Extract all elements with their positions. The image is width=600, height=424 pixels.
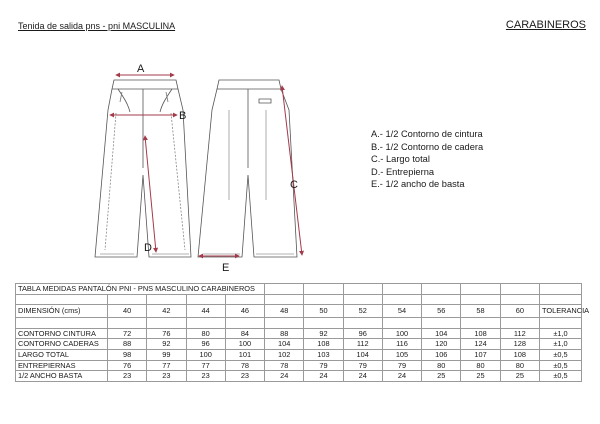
value-cell: 77 bbox=[186, 360, 225, 371]
size-cell: 48 bbox=[265, 305, 304, 318]
value-cell: 78 bbox=[225, 360, 264, 371]
value-cell: 100 bbox=[186, 349, 225, 360]
tolerance-cell: ±1,0 bbox=[540, 339, 582, 350]
value-cell: 24 bbox=[343, 371, 382, 382]
size-cell: 46 bbox=[225, 305, 264, 318]
value-cell: 25 bbox=[422, 371, 461, 382]
value-cell: 25 bbox=[461, 371, 500, 382]
row-label: LARGO TOTAL bbox=[16, 349, 108, 360]
pants-back-view bbox=[198, 80, 297, 257]
value-cell: 77 bbox=[147, 360, 186, 371]
size-cell: 44 bbox=[186, 305, 225, 318]
legend-item: B.- 1/2 Contorno de cadera bbox=[371, 141, 484, 152]
tolerance-cell: ±0,5 bbox=[540, 371, 582, 382]
value-cell: 104 bbox=[265, 339, 304, 350]
label-b: B bbox=[179, 110, 187, 122]
tolerance-cell: ±0,5 bbox=[540, 360, 582, 371]
value-cell: 88 bbox=[108, 339, 147, 350]
value-cell: 80 bbox=[461, 360, 500, 371]
size-cell: 58 bbox=[461, 305, 500, 318]
label-a: A bbox=[137, 63, 145, 75]
value-cell: 24 bbox=[382, 371, 421, 382]
label-d: D bbox=[144, 242, 152, 254]
table-row bbox=[16, 339, 582, 350]
value-cell: 80 bbox=[186, 328, 225, 339]
value-cell: 108 bbox=[461, 328, 500, 339]
value-cell: 128 bbox=[500, 339, 539, 350]
value-cell: 112 bbox=[500, 328, 539, 339]
value-cell: 104 bbox=[343, 349, 382, 360]
size-table bbox=[15, 283, 590, 382]
value-cell: 80 bbox=[500, 360, 539, 371]
legend-item: A.- 1/2 Contorno de cintura bbox=[371, 129, 483, 139]
size-cell: 56 bbox=[422, 305, 461, 318]
value-cell: 100 bbox=[382, 328, 421, 339]
value-cell: 92 bbox=[147, 339, 186, 350]
value-cell: 116 bbox=[382, 339, 421, 350]
size-header-row bbox=[16, 305, 582, 318]
document-title: Tenida de salida pns - pni MASCULINA bbox=[18, 21, 176, 31]
brand-title: CARABINEROS bbox=[505, 19, 586, 31]
value-cell: 107 bbox=[461, 349, 500, 360]
pants-front-view bbox=[95, 80, 191, 257]
table-row bbox=[16, 328, 582, 339]
value-cell: 25 bbox=[500, 371, 539, 382]
value-cell: 76 bbox=[108, 360, 147, 371]
value-cell: 23 bbox=[225, 371, 264, 382]
table-row bbox=[16, 360, 582, 371]
value-cell: 24 bbox=[304, 371, 343, 382]
arrow-d bbox=[145, 136, 156, 252]
size-cell: 52 bbox=[343, 305, 382, 318]
label-c: C bbox=[290, 179, 298, 191]
legend-item: C.- Largo total bbox=[371, 154, 430, 165]
size-cell: 40 bbox=[108, 305, 147, 318]
value-cell: 79 bbox=[343, 360, 382, 371]
value-cell: 112 bbox=[343, 339, 382, 350]
size-cell: 54 bbox=[382, 305, 421, 318]
value-cell: 108 bbox=[304, 339, 343, 350]
value-cell: 23 bbox=[186, 371, 225, 382]
value-cell: 102 bbox=[265, 349, 304, 360]
size-cell: 42 bbox=[147, 305, 186, 318]
value-cell: 80 bbox=[422, 360, 461, 371]
value-cell: 79 bbox=[382, 360, 421, 371]
value-cell: 72 bbox=[108, 328, 147, 339]
value-cell: 23 bbox=[147, 371, 186, 382]
value-cell: 96 bbox=[186, 339, 225, 350]
value-cell: 96 bbox=[343, 328, 382, 339]
table-title: TABLA MEDIDAS PANTALÓN PNI - PNS MASCULINO CARABINEROS bbox=[16, 284, 265, 295]
row-label: CONTORNO CADERAS bbox=[16, 339, 108, 350]
value-cell: 100 bbox=[225, 339, 264, 350]
value-cell: 78 bbox=[265, 360, 304, 371]
value-cell: 104 bbox=[422, 328, 461, 339]
dimension-header: DIMENSIÓN (cms) bbox=[16, 305, 108, 318]
value-cell: 88 bbox=[265, 328, 304, 339]
value-cell: 105 bbox=[382, 349, 421, 360]
table-row bbox=[16, 349, 582, 360]
value-cell: 23 bbox=[108, 371, 147, 382]
value-cell: 92 bbox=[304, 328, 343, 339]
value-cell: 79 bbox=[304, 360, 343, 371]
tolerance-header: TOLERANCIA bbox=[540, 305, 582, 318]
value-cell: 84 bbox=[225, 328, 264, 339]
legend-item: D.- Entrepierna bbox=[371, 166, 435, 177]
row-label: 1/2 ANCHO BASTA bbox=[16, 371, 108, 382]
value-cell: 124 bbox=[461, 339, 500, 350]
value-cell: 108 bbox=[500, 349, 539, 360]
size-cell: 60 bbox=[500, 305, 539, 318]
value-cell: 106 bbox=[422, 349, 461, 360]
measurement-legend bbox=[371, 128, 483, 191]
label-e: E bbox=[222, 262, 230, 274]
size-cell: 50 bbox=[304, 305, 343, 318]
value-cell: 120 bbox=[422, 339, 461, 350]
arrow-c bbox=[282, 86, 302, 255]
value-cell: 103 bbox=[304, 349, 343, 360]
tolerance-cell: ±0,5 bbox=[540, 349, 582, 360]
value-cell: 101 bbox=[225, 349, 264, 360]
table-row bbox=[16, 371, 582, 382]
legend-item: E.- 1/2 ancho de basta bbox=[371, 179, 465, 190]
table-title-row bbox=[16, 284, 582, 295]
value-cell: 24 bbox=[265, 371, 304, 382]
row-label: CONTORNO CINTURA bbox=[16, 328, 108, 339]
value-cell: 99 bbox=[147, 349, 186, 360]
row-label: ENTREPIERNAS bbox=[16, 360, 108, 371]
value-cell: 98 bbox=[108, 349, 147, 360]
value-cell: 76 bbox=[147, 328, 186, 339]
tolerance-cell: ±1,0 bbox=[540, 328, 582, 339]
